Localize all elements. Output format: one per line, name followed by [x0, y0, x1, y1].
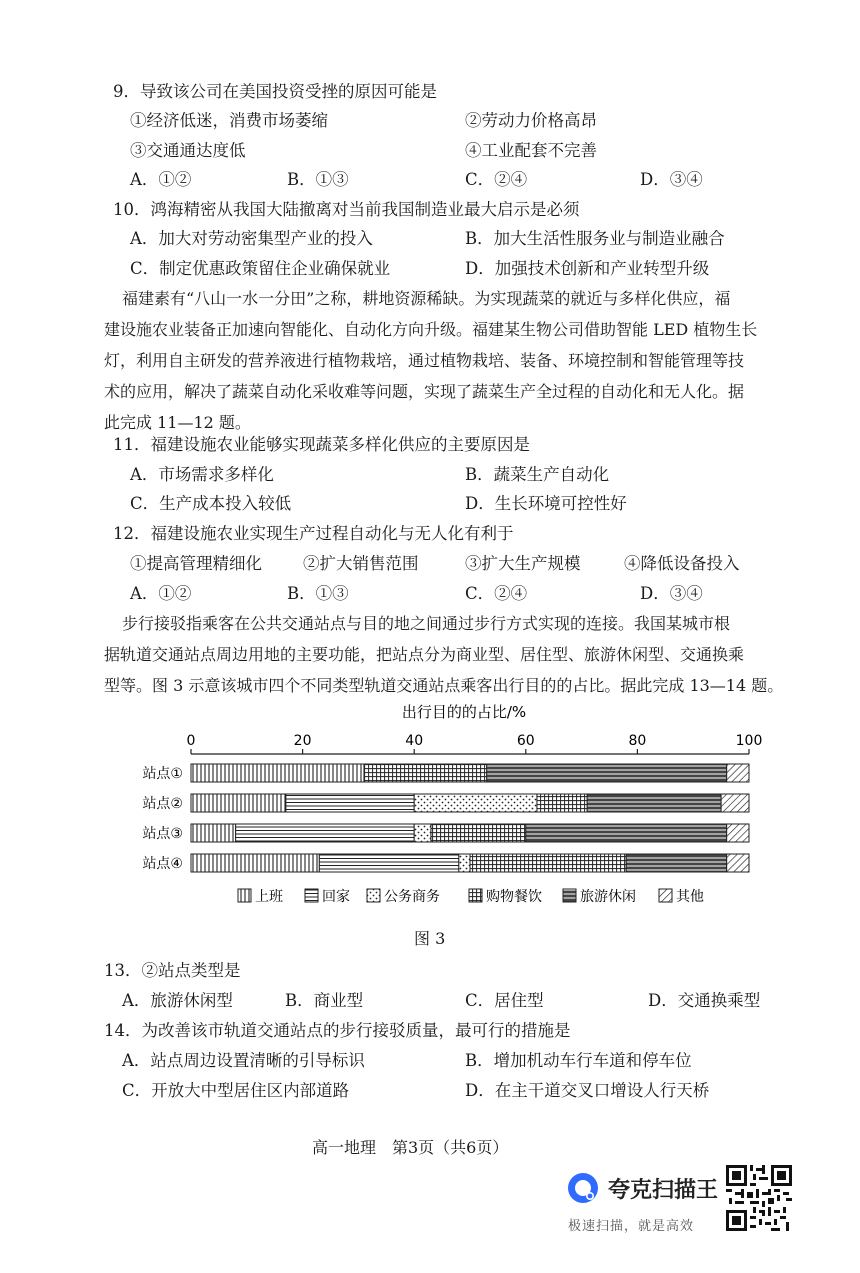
legend-label: 购物餐饮 [486, 889, 542, 905]
q9-item-4: ④工业配套不完善 [465, 141, 597, 160]
q13-option-d: D．交通换乘型 [648, 991, 761, 1010]
bar-segment-2 [236, 824, 415, 842]
scanner-watermark [566, 1165, 816, 1265]
bar-segment-6 [727, 854, 749, 872]
passage-line: 灯，利用自主研发的营养液进行植物栽培，通过植物栽培、装备、环境控制和智能管理等技 [104, 351, 745, 370]
q9-option-d: D．③④ [640, 170, 703, 189]
category-label: 站点② [142, 796, 183, 812]
q12-option-c: C．②④ [465, 584, 528, 603]
bar-segment-6 [727, 824, 749, 842]
bar-segment-4 [364, 764, 487, 782]
bar-segment-6 [721, 794, 749, 812]
x-tick-label: 0 [186, 733, 196, 749]
bar-segment-3 [414, 794, 537, 812]
bar-segment-4 [537, 794, 587, 812]
passage-line: 建设施农业装备正加速向智能化、自动化方向升级。福建某生物公司借助智能 LED 植物生长 [104, 320, 758, 339]
q12-item-1: ①提高管理精细化 [130, 554, 262, 573]
passage-line: 此完成 11—12 题。 [104, 413, 251, 432]
q11-option-c: C．生产成本投入较低 [130, 494, 292, 513]
legend-label: 旅游休闲 [580, 889, 636, 905]
passage-line: 步行接驳指乘客在公共交通站点与目的地之间通过步行方式实现的连接。我国某城市根 [122, 614, 731, 633]
q10-option-a: A．加大对劳动密集型产业的投入 [130, 229, 373, 248]
bar-segment-5 [487, 764, 727, 782]
bar-segment-6 [727, 764, 749, 782]
q11-option-d: D．生长环境可控性好 [465, 494, 627, 513]
watermark-title: 夸克扫描王 [608, 1178, 719, 1203]
q11-stem: 11．福建设施农业能够实现蔬菜多样化供应的主要原因是 [113, 435, 530, 454]
qr-code-icon [726, 1165, 792, 1231]
q9-stem: 9．导致该公司在美国投资受挫的原因可能是 [113, 82, 437, 101]
q12-stem: 12．福建设施农业实现生产过程自动化与无人化有利于 [113, 524, 514, 543]
watermark-subtitle: 极速扫描，就是高效 [568, 1219, 695, 1234]
q14-stem: 14．为改善该市轨道交通站点的步行接驳质量，最可行的措施是 [104, 1021, 571, 1040]
q12-item-2: ②扩大销售范围 [303, 554, 419, 573]
passage-line: 福建素有“八山一水一分田”之称，耕地资源稀缺。为实现蔬菜的就近与多样化供应，福 [122, 289, 731, 308]
bar-segment-4 [470, 854, 626, 872]
travel-purpose-chart [0, 700, 860, 915]
q14-option-d: D．在主干道交叉口增设人行天桥 [465, 1081, 710, 1100]
bar-segment-2 [286, 794, 414, 812]
bar-segment-1 [191, 824, 236, 842]
bar-segment-1 [191, 854, 319, 872]
category-label: 站点① [142, 766, 183, 782]
page-footer: 高一地理 第3页（共6页） [312, 1138, 509, 1157]
bar-segment-4 [431, 824, 526, 842]
q14-option-a: A．站点周边设置清晰的引导标识 [122, 1051, 365, 1070]
bar-segment-1 [191, 764, 364, 782]
bar-segment-5 [587, 794, 721, 812]
x-tick-label: 20 [293, 733, 312, 749]
legend-swatch [367, 889, 380, 902]
q10-stem: 10．鸿海精密从我国大陆撤离对当前我国制造业最大启示是必须 [113, 200, 580, 219]
x-tick-label: 100 [735, 733, 763, 749]
passage-fujian [104, 283, 756, 438]
legend-swatch [305, 889, 318, 902]
q12-option-d: D．③④ [640, 584, 703, 603]
legend-label: 回家 [322, 889, 350, 905]
legend-swatch [469, 889, 482, 902]
q13-option-c: C．居住型 [465, 991, 544, 1010]
q9-item-2: ②劳动力价格高昂 [465, 111, 597, 130]
bar-segment-5 [626, 854, 726, 872]
bar-segment-1 [191, 794, 286, 812]
q14-option-b: B．增加机动车行车道和停车位 [465, 1051, 692, 1070]
q12-option-b: B．①③ [287, 584, 349, 603]
bar-segment-3 [459, 854, 470, 872]
q9-option-a: A．①② [130, 170, 192, 189]
q14-option-c: C．开放大中型居住区内部道路 [122, 1081, 350, 1100]
bar-segment-5 [526, 824, 727, 842]
x-tick-label: 40 [405, 733, 424, 749]
bar-segment-3 [414, 824, 431, 842]
q12-item-4: ④降低设备投入 [624, 554, 740, 573]
q10-option-b: B．加大生活性服务业与制造业融合 [465, 229, 725, 248]
x-tick-label: 80 [628, 733, 647, 749]
legend-swatch [238, 889, 251, 902]
q13-option-b: B．商业型 [285, 991, 364, 1010]
bar-segment-2 [319, 854, 459, 872]
q12-option-a: A．①② [130, 584, 192, 603]
x-tick-label: 60 [516, 733, 535, 749]
q12-item-3: ③扩大生产规模 [465, 554, 581, 573]
legend-swatch [659, 889, 672, 902]
legend-swatch [563, 889, 576, 902]
legend-label: 上班 [255, 889, 283, 905]
q13-stem: 13．②站点类型是 [104, 961, 241, 980]
q13-option-a: A．旅游休闲型 [122, 991, 233, 1010]
q10-option-c: C．制定优惠政策留住企业确保就业 [130, 259, 391, 278]
q9-item-1: ①经济低迷，消费市场萎缩 [130, 111, 328, 130]
passage-walking [104, 608, 784, 701]
q9-option-c: C．②④ [465, 170, 528, 189]
q11-option-a: A．市场需求多样化 [130, 465, 274, 484]
category-label: 站点③ [142, 826, 183, 842]
passage-line: 术的应用，解决了蔬菜自动化采收难等问题，实现了蔬菜生产全过程的自动化和无人化。据 [104, 382, 745, 401]
legend-label: 公务商务 [384, 889, 440, 905]
passage-line: 据轨道交通站点周边用地的主要功能，把站点分为商业型、居住型、旅游休闲型、交通换乘 [104, 645, 745, 664]
passage-line: 型等。图 3 示意该城市四个不同类型轨道交通站点乘客出行目的的占比。据此完成 13—14 题。 [104, 676, 784, 695]
category-label: 站点④ [142, 856, 183, 872]
q10-option-d: D．加强技术创新和产业转型升级 [465, 259, 710, 278]
quark-logo-icon [566, 1171, 600, 1205]
q9-option-b: B．①③ [287, 170, 349, 189]
q11-option-b: B．蔬菜生产自动化 [465, 465, 610, 484]
figure-caption: 图 3 [414, 929, 446, 948]
q9-item-3: ③交通通达度低 [130, 141, 246, 160]
chart-title: 出行目的的占比/% [401, 703, 527, 721]
legend-label: 其他 [676, 889, 704, 905]
